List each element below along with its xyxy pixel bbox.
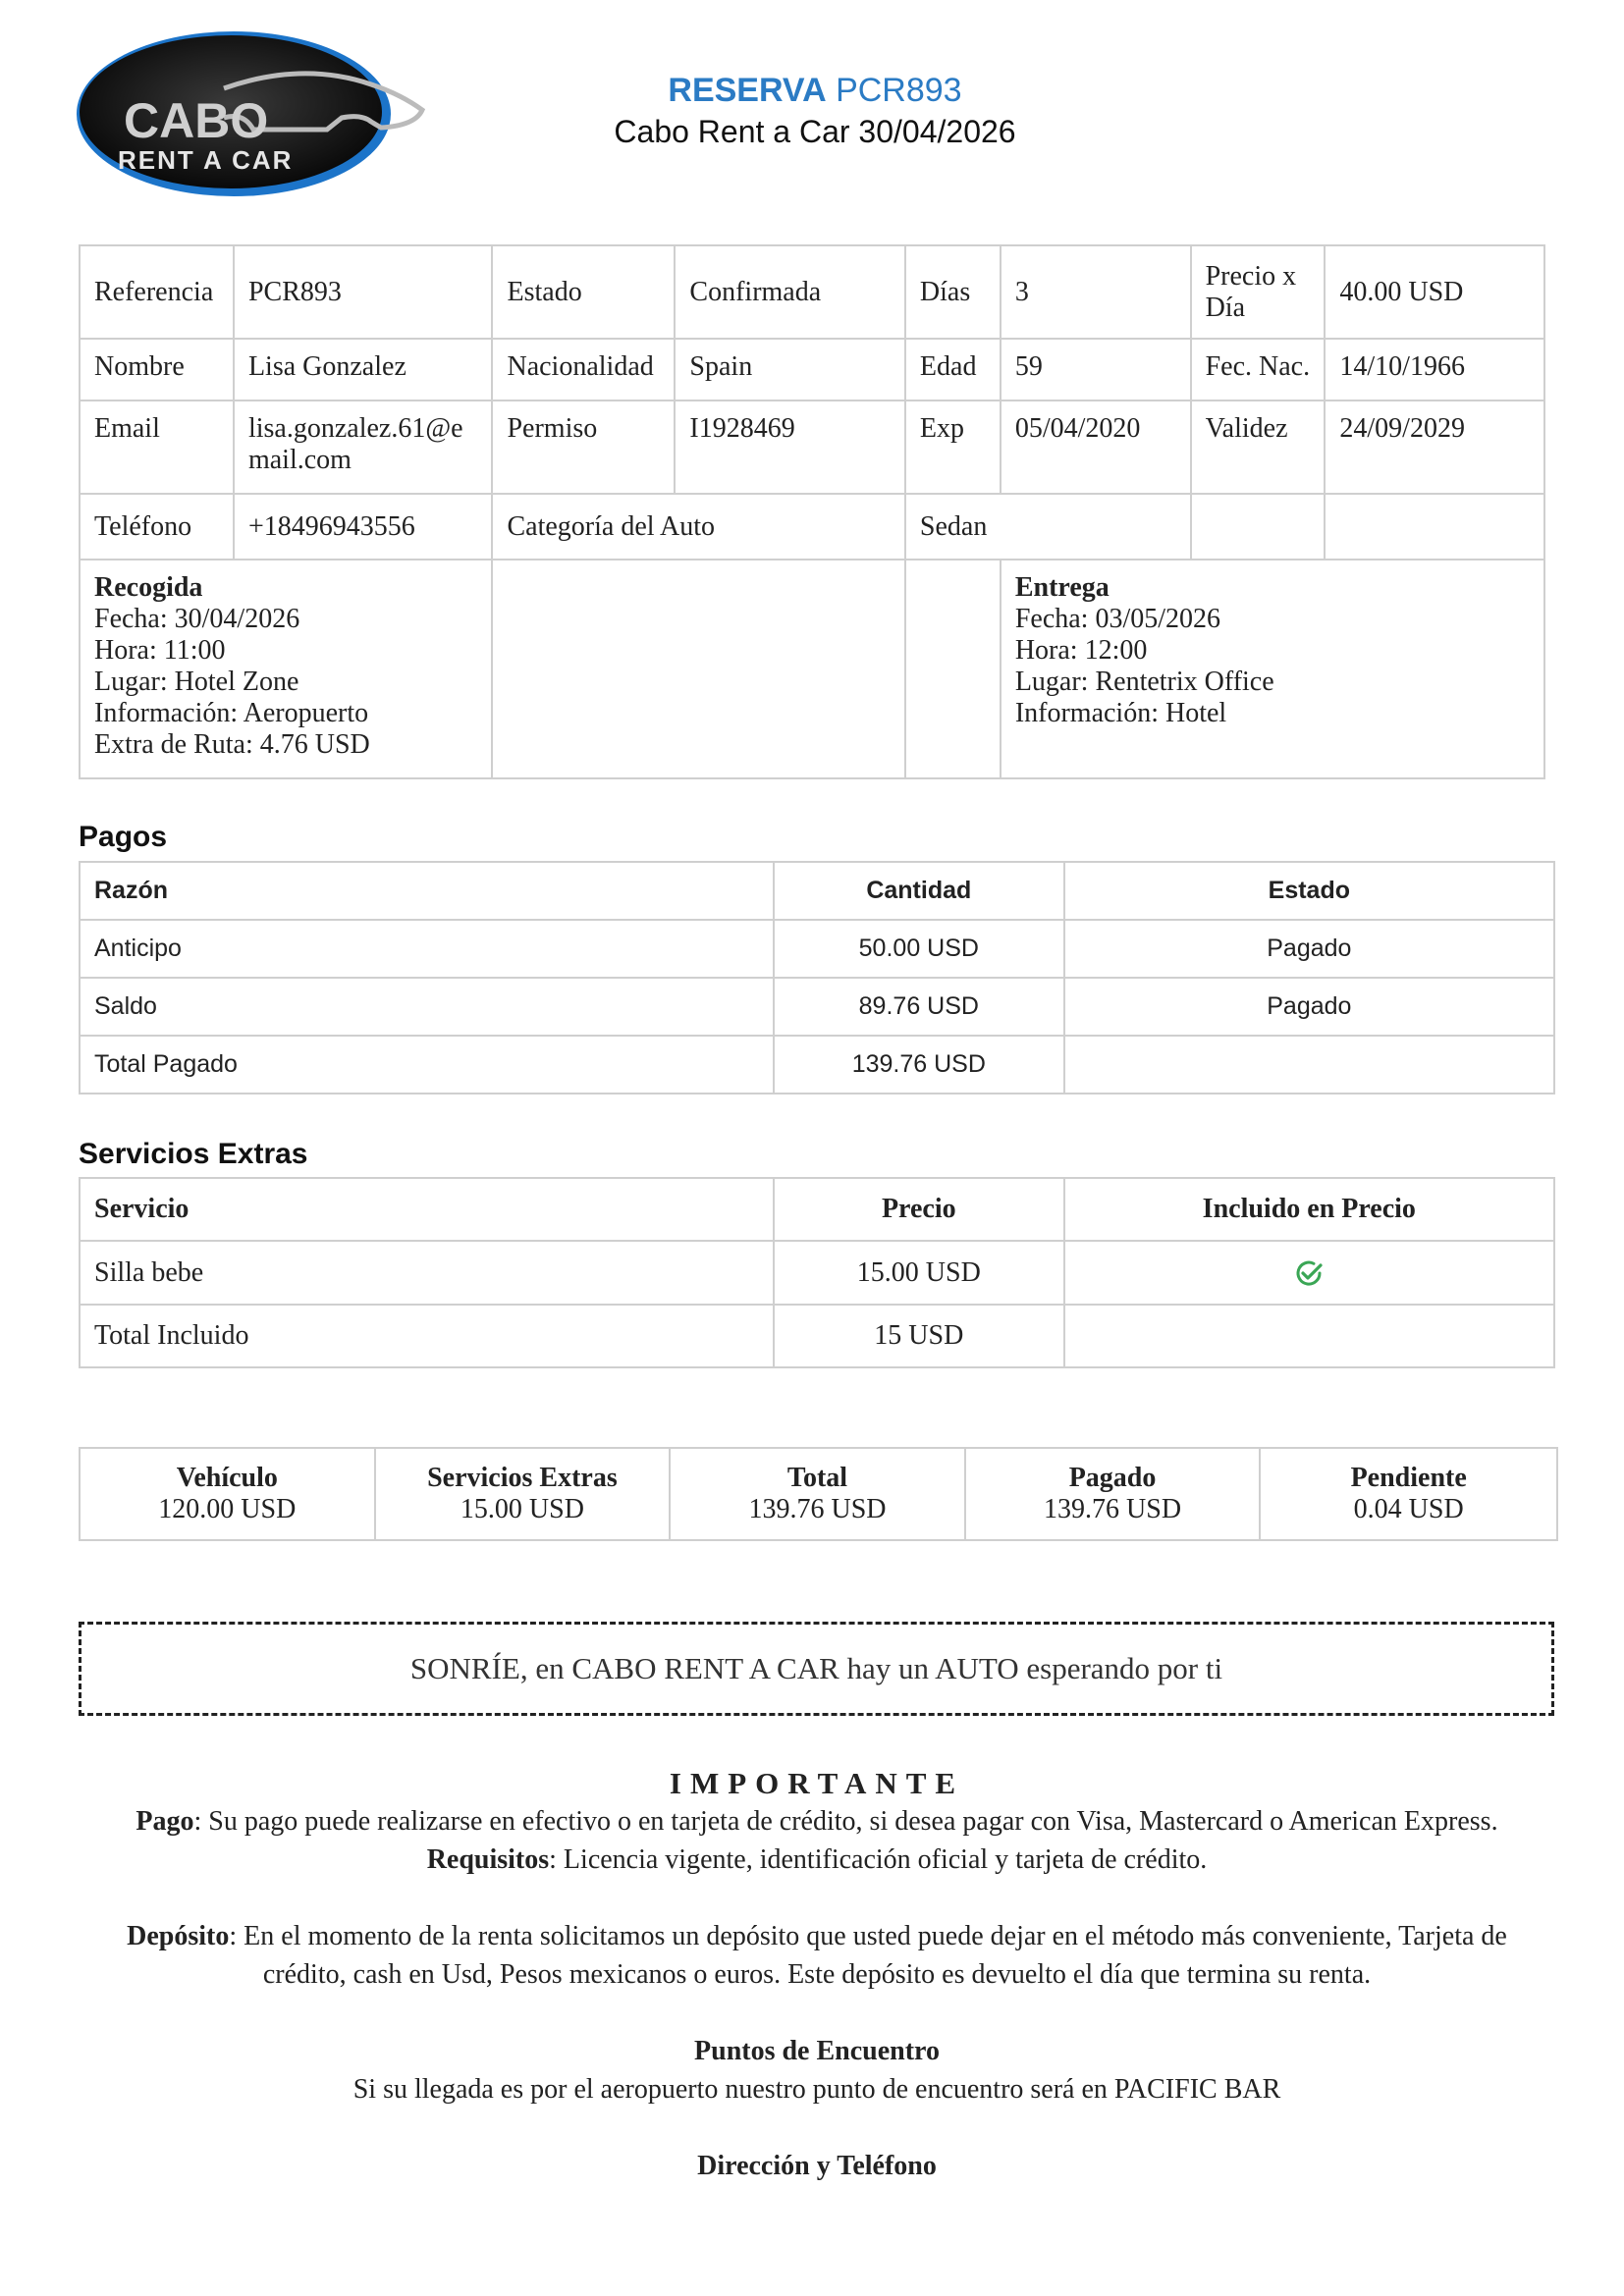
recogida-fecha: Fecha: 30/04/2026 (94, 604, 300, 634)
important-title: IMPORTANTE (669, 1766, 965, 1800)
exp-label: Exp (905, 400, 1001, 494)
categoria-label: Categoría del Auto (492, 494, 904, 560)
entrega-cell (1001, 560, 1544, 778)
pago-estado: Pagado (1064, 920, 1554, 978)
summary-label: Servicios Extras (427, 1463, 618, 1493)
deposito-note-text: : En el momento de la renta solicitamos un depósito que usted puede dejar en el método más conveniente, Tarjeta de crédito, cash en Usd, Pesos mexicanos o euros. Este depósito es devuelto el día que termina su renta. (229, 1921, 1507, 1990)
col-cantidad: Cantidad (774, 862, 1064, 920)
precio-dia-label: Precio x Día (1191, 245, 1326, 339)
pago-note-label: Pago (135, 1806, 194, 1837)
summary-value: 0.04 USD (1353, 1494, 1464, 1524)
table-row (80, 920, 1554, 978)
col-servicio: Servicio (80, 1178, 774, 1241)
check-circle-icon (1293, 1257, 1325, 1289)
recogida-hora: Hora: 11:00 (94, 635, 226, 666)
col-estado: Estado (1064, 862, 1554, 920)
nacionalidad-label: Nacionalidad (492, 339, 675, 400)
summary-value: 15.00 USD (460, 1494, 584, 1524)
validez-label: Validez (1191, 400, 1326, 494)
svg-text:CABO: CABO (124, 93, 269, 148)
telefono-value: +18496943556 (234, 494, 493, 560)
extras-heading: Servicios Extras (79, 1138, 308, 1170)
reserva-label: RESERVA (668, 72, 827, 109)
total-pagado-label: Total Pagado (80, 1036, 774, 1094)
entrega-title: Entrega (1014, 572, 1110, 603)
estado-label: Estado (492, 245, 675, 339)
fec-nac-label: Fec. Nac. (1191, 339, 1326, 400)
requisitos-note-text: : Licencia vigente, identificación oficial y tarjeta de crédito. (549, 1844, 1208, 1875)
summary-label: Vehículo (176, 1463, 278, 1493)
dias-label: Días (905, 245, 1001, 339)
total-row (80, 1036, 1554, 1094)
referencia-label: Referencia (80, 245, 234, 339)
permiso-value: I1928469 (675, 400, 904, 494)
validez-value: 24/09/2029 (1325, 400, 1544, 494)
recogida-cell (80, 560, 492, 778)
total-row (80, 1305, 1554, 1367)
entrega-hora: Hora: 12:00 (1014, 635, 1148, 666)
company-logo (77, 27, 430, 204)
pagos-heading: Pagos (79, 821, 168, 853)
important-section (79, 1764, 1555, 2185)
telefono-label: Teléfono (80, 494, 234, 560)
summary-servicios (375, 1448, 671, 1540)
pago-razon: Saldo (80, 978, 774, 1036)
summary-value: 139.76 USD (748, 1494, 887, 1524)
pago-note (79, 1802, 1555, 1841)
edad-value: 59 (1001, 339, 1191, 400)
precio-dia-value: 40.00 USD (1325, 245, 1544, 339)
table-row (80, 1241, 1554, 1305)
exp-value: 05/04/2020 (1001, 400, 1191, 494)
document-header (511, 71, 1119, 153)
email-value: lisa.gonzalez.61@email.com (234, 400, 493, 494)
total-pagado-value: 139.76 USD (774, 1036, 1064, 1094)
fec-nac-value: 14/10/1966 (1325, 339, 1544, 400)
servicio-precio: 15.00 USD (774, 1241, 1064, 1305)
pago-cantidad: 89.76 USD (774, 978, 1064, 1036)
summary-value: 120.00 USD (158, 1494, 297, 1524)
referencia-value: PCR893 (234, 245, 493, 339)
puntos-title: Puntos de Encuentro (694, 2036, 940, 2066)
summary-label: Pendiente (1350, 1463, 1467, 1493)
summary-total (670, 1448, 965, 1540)
reservation-info-table (79, 244, 1545, 779)
recogida-informacion: Información: Aeropuerto (94, 698, 369, 728)
recogida-extra: Extra de Ruta: 4.76 USD (94, 729, 370, 760)
recogida-title: Recogida (94, 572, 203, 603)
total-incluido-label: Total Incluido (80, 1305, 774, 1367)
total-incluido-value: 15 USD (774, 1305, 1064, 1367)
col-precio: Precio (774, 1178, 1064, 1241)
promo-banner-text: SONRÍE, en CABO RENT A CAR hay un AUTO esperando por ti (409, 1651, 1223, 1685)
pago-cantidad: 50.00 USD (774, 920, 1064, 978)
deposito-note (79, 1917, 1555, 1994)
nombre-value: Lisa Gonzalez (234, 339, 493, 400)
table-row (80, 978, 1554, 1036)
summary-table (79, 1447, 1558, 1541)
permiso-label: Permiso (492, 400, 675, 494)
edad-label: Edad (905, 339, 1001, 400)
entrega-informacion: Información: Hotel (1014, 698, 1227, 728)
svg-text:RENT A CAR: RENT A CAR (118, 145, 294, 175)
summary-value: 139.76 USD (1044, 1494, 1182, 1524)
categoria-value: Sedan (905, 494, 1191, 560)
requisitos-note-label: Requisitos (426, 1844, 550, 1875)
direccion-title: Dirección y Teléfono (697, 2151, 937, 2181)
entrega-fecha: Fecha: 03/05/2026 (1014, 604, 1221, 634)
dias-value: 3 (1001, 245, 1191, 339)
summary-pendiente (1260, 1448, 1557, 1540)
requisitos-note (79, 1841, 1555, 1879)
summary-vehiculo (80, 1448, 375, 1540)
pago-razon: Anticipo (80, 920, 774, 978)
promo-banner (79, 1622, 1554, 1716)
entrega-lugar: Lugar: Rentetrix Office (1014, 667, 1274, 697)
puntos-text: Si su llegada es por el aeropuerto nuestro punto de encuentro será en PACIFIC BAR (352, 2074, 1281, 2105)
servicio-name: Silla bebe (80, 1241, 774, 1305)
extras-table (79, 1177, 1555, 1368)
deposito-note-label: Depósito (127, 1921, 230, 1951)
estado-value: Confirmada (675, 245, 904, 339)
pago-estado: Pagado (1064, 978, 1554, 1036)
summary-label: Pagado (1068, 1463, 1157, 1493)
email-label: Email (80, 400, 234, 494)
col-incluido: Incluido en Precio (1064, 1178, 1554, 1241)
summary-pagado (965, 1448, 1261, 1540)
recogida-lugar: Lugar: Hotel Zone (94, 667, 299, 697)
pago-note-text: : Su pago puede realizarse en efectivo o en tarjeta de crédito, si desea pagar con Visa, Mastercard o American Express. (193, 1806, 1498, 1837)
nacionalidad-value: Spain (675, 339, 904, 400)
nombre-label: Nombre (80, 339, 234, 400)
summary-label: Total (786, 1463, 848, 1493)
header-subtitle: Cabo Rent a Car 30/04/2026 (614, 114, 1016, 149)
pagos-table (79, 861, 1555, 1095)
reserva-code: PCR893 (836, 72, 962, 109)
col-razon: Razón (80, 862, 774, 920)
